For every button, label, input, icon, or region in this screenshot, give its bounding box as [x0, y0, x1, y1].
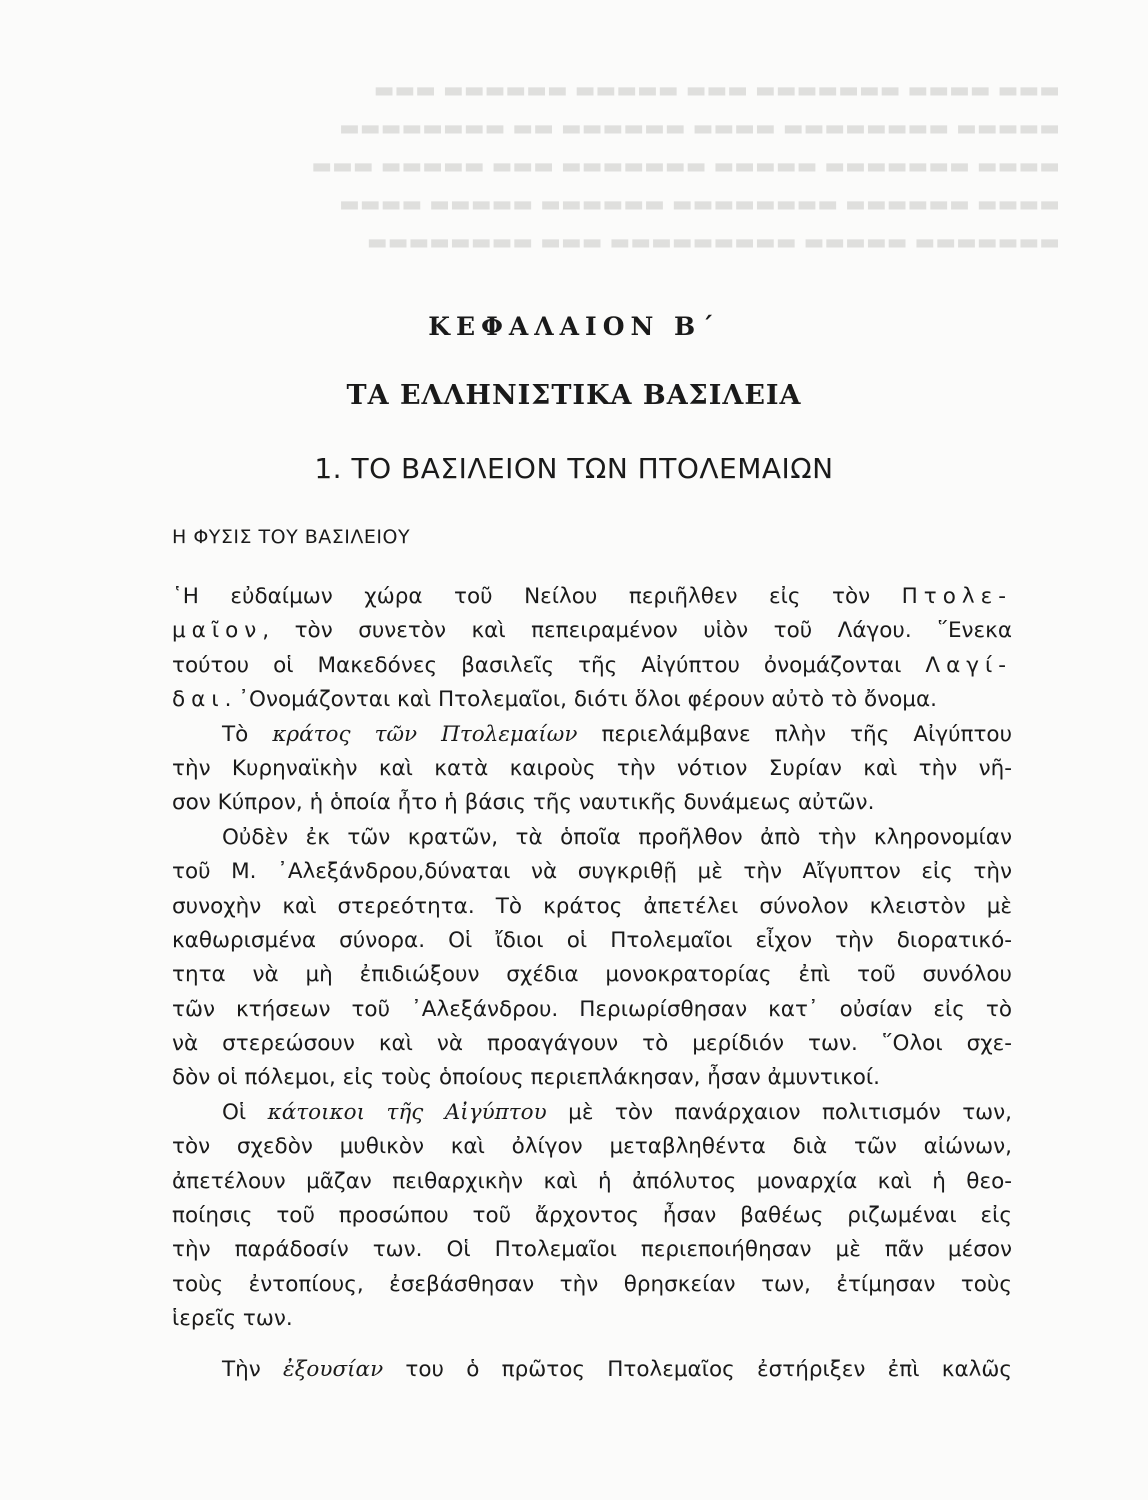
text-line: τοὺς ἐντοπίους, ἐσεβάσθησαν τὴν θρησκείαν των, ἐτίμησαν τοὺς: [172, 1271, 1012, 1297]
section-subheading: Η ΦΥΣΙΣ ΤΟΥ ΒΑΣΙΛΕΙΟΥ: [172, 526, 411, 548]
text-line: [172, 649, 1012, 683]
text-line: ἱερεῖς των.: [172, 1306, 293, 1332]
text-line: τὴν παράδοσίν των. Οἱ Πτολεμαῖοι περιεποιήθησαν μὲ πᾶν μέσον: [172, 1237, 1012, 1263]
text-line: ποίησις τοῦ προσώπου τοῦ ἄρχοντος ἦσαν βαθέως ριζωμέναι εἰς: [172, 1203, 1012, 1229]
text-line: σον Κύπρον, ἡ ὁποία ἦτο ἡ βάσις τῆς ναυτικῆς δυνάμεως αὐτῶν.: [172, 790, 875, 816]
italic-term: κράτος τῶν Πτολεμαίων: [272, 721, 578, 747]
paragraph-5: [172, 1353, 1012, 1387]
spaced-name: δαι: [172, 687, 225, 713]
text-run: τούτου οἱ Μακεδόνες βασιλεῖς τῆς Αἰγύπτου ὀνομάζονται: [172, 652, 926, 678]
text-line: τοῦ Μ. ᾿Αλεξάνδρου,δύναται νὰ συγκριθῇ μὲ τὴν Αἴγυπτον εἰς τὴν: [172, 859, 1012, 885]
paragraph-3: [172, 821, 1012, 1096]
paragraph-4: [172, 1096, 1012, 1337]
italic-term: κάτοικοι τῆς Αἰγύπτου: [267, 1099, 547, 1125]
text-line: [172, 580, 1012, 614]
text-line: δὸν οἱ πόλεμοι, εἰς τοὺς ὁποίους περιεπλάκησαν, ἦσαν ἀμυντικοί.: [172, 1065, 880, 1091]
text-run: . ᾿Ονομάζονται καὶ Πτολεμαῖοι, διότι ὅλοι φέρουν αὐτὸ τὸ ὄνομα.: [224, 687, 937, 713]
text-line: ἀπετέλουν μᾶζαν πειθαρχικὴν καὶ ἡ ἀπόλυτος μοναρχία καὶ ἡ θεο-: [172, 1168, 1012, 1194]
spaced-name: Πτολε-: [901, 584, 1012, 609]
paragraph-gap: [172, 1337, 1012, 1353]
spaced-name: μαῖον: [172, 618, 263, 644]
text-line: συνοχὴν καὶ στερεότητα. Τὸ κράτος ἀπετέλει σύνολον κλειστὸν μὲ: [172, 893, 1012, 919]
text-line: [172, 683, 1012, 717]
text-line: τὸν σχεδὸν μυθικὸν καὶ ὀλίγον μεταβληθέντα διὰ τῶν αἰώνων,: [172, 1134, 1012, 1160]
text-line: [172, 614, 1012, 648]
text-line: [172, 718, 1012, 752]
text-run: Οἱ: [222, 1099, 268, 1125]
text-line: τὴν Κυρηναϊκὴν καὶ κατὰ καιροὺς τὴν νότιον Συρίαν καὶ τὴν νῆ-: [172, 755, 1012, 781]
text-run: μὲ τὸν πανάρχαιον πολιτισμόν των,: [546, 1099, 1012, 1125]
text-line: τητα νὰ μὴ ἐπιδιώξουν σχέδια μονοκρατορίας ἐπὶ τοῦ συνόλου: [172, 962, 1012, 988]
text-line: [172, 1096, 1012, 1130]
text-line: τῶν κτήσεων τοῦ ᾿Αλεξάνδρου. Περιωρίσθησαν κατ᾿ οὐσίαν εἰς τὸ: [172, 996, 1012, 1022]
text-run: του ὁ πρῶτος Πτολεμαῖος ἐστήριξεν ἐπὶ καλῶς: [383, 1356, 1012, 1382]
chapter-title: ΤΑ ΕΛΛΗΝΙΣΤΙΚΑ ΒΑΣΙΛΕΙΑ: [346, 380, 802, 411]
text-run: Τὴν: [222, 1356, 284, 1382]
chapter-label: ΚΕΦΑΛΑΙΟΝ Β΄: [428, 312, 720, 341]
bleed-through-shadow: ▬▬▬ ▬▬▬▬ ▬▬▬▬▬▬▬ ▬▬▬ ▬▬▬▬▬ ▬▬▬▬▬▬ ▬▬▬ ▬▬▬▬▬ ▬▬▬▬▬▬▬▬ ▬▬▬▬ ▬▬▬▬▬▬ ▬▬ ▬▬▬▬▬▬▬▬ ▬▬▬▬ ▬▬▬▬▬▬▬ ▬▬▬▬▬ ▬▬▬▬▬▬▬ ▬▬▬ ▬▬▬▬▬ ▬▬▬ ▬▬▬▬ ▬▬▬▬▬▬ ▬▬▬▬▬▬▬▬ ▬▬▬▬▬▬ ▬▬▬▬▬ ▬▬▬▬ ▬▬▬▬▬▬▬ ▬▬▬▬▬ ▬▬▬▬▬▬▬▬▬ ▬▬▬ ▬▬▬▬▬▬▬▬: [311, 78, 1060, 255]
text-run: Τὸ: [222, 721, 273, 747]
text-line: [172, 1353, 1012, 1387]
text-run: ῾Η εὐδαίμων χώρα τοῦ Νείλου περιῆλθεν εἰς τὸν: [172, 584, 902, 609]
text-line: καθωρισμένα σύνορα. Οἱ ἴδιοι οἱ Πτολεμαῖοι εἶχον τὴν διορατικό-: [172, 927, 1012, 953]
text-line: Οὐδὲν ἐκ τῶν κρατῶν, τὰ ὁποῖα προῆλθον ἀπὸ τὴν κληρονομίαν: [222, 824, 1012, 850]
text-run: , τὸν συνετὸν καὶ πεπειραμένον υἱὸν τοῦ Λάγου. ῞Ενεκα: [262, 618, 1012, 644]
section-title: 1. ΤΟ ΒΑΣΙΛΕΙΟΝ ΤΩΝ ΠΤΟΛΕΜΑΙΩΝ: [314, 452, 834, 485]
text-line: νὰ στερεώσουν καὶ νὰ προαγάγουν τὸ μερίδιόν των. ῞Ολοι σχε-: [172, 1031, 1012, 1057]
body-text: [172, 580, 1012, 1387]
paragraph-2: [172, 718, 1012, 821]
paragraph-1: [172, 580, 1012, 718]
spaced-name: Λαγί-: [925, 652, 1012, 678]
italic-term: ἐξουσίαν: [283, 1356, 384, 1382]
text-run: περιελάμβανε πλὴν τῆς Αἰγύπτου: [577, 721, 1013, 747]
